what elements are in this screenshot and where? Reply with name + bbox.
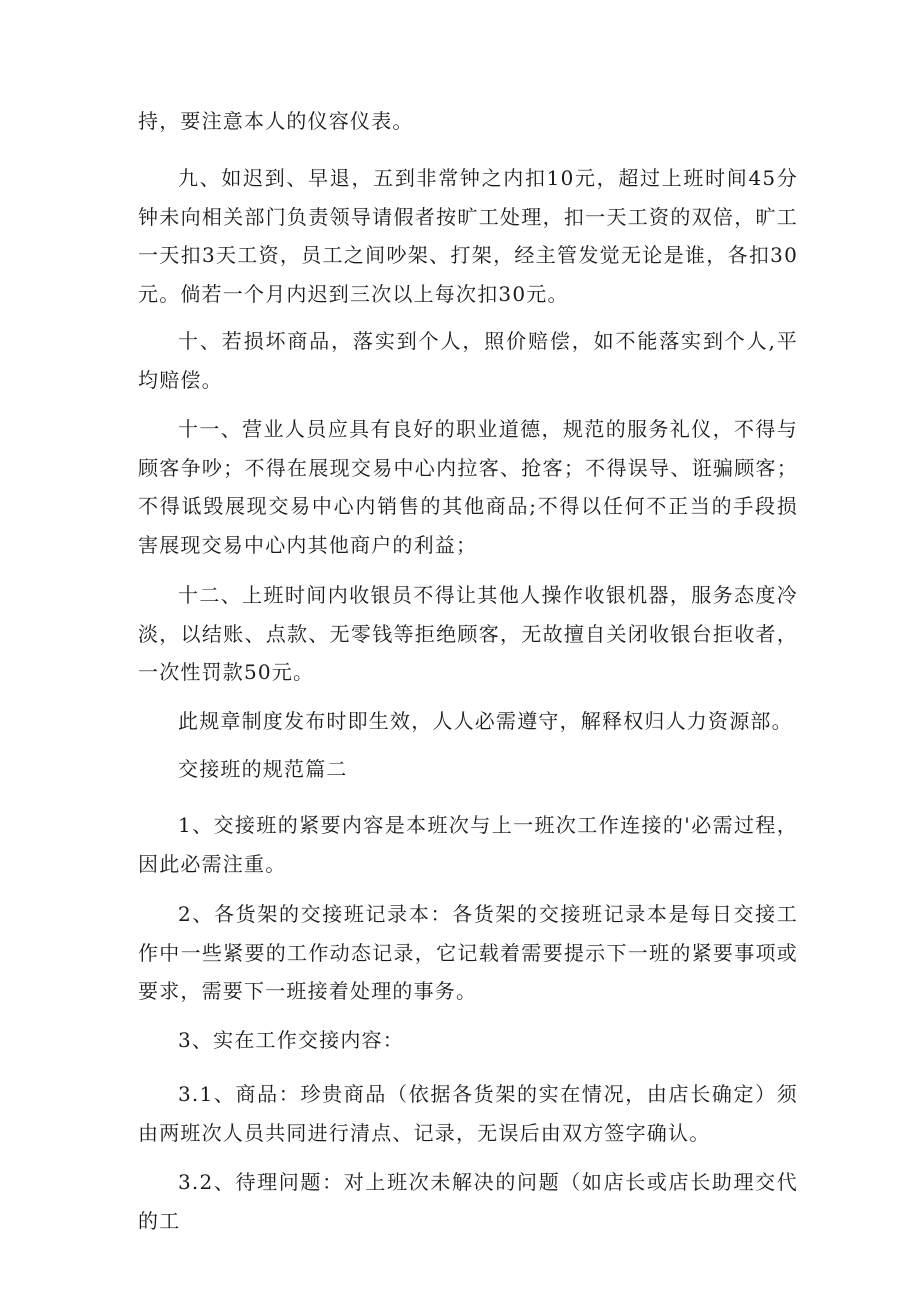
paragraph-5: 十二、上班时间内收银员不得让其他人操作收银机器，服务态度冷淡，以结账、点款、无零钱等拒绝顾客，无故擅自关闭收银台拒收者，一次性罚款50元。 <box>138 583 798 684</box>
paragraph-11: 3.2、待理问题：对上班次未解决的问题（如店长或店长助理交代的工 <box>138 1170 798 1233</box>
paragraph-8: 2、各货架的交接班记录本：各货架的交接班记录本是每日交接工作中一些紧要的工作动态记录，它记载着需要提示下一班的紧要事项或要求，需要下一班接着处理的事务。 <box>138 902 798 1003</box>
section-heading: 交接班的规范篇二 <box>178 757 348 781</box>
paragraph-6: 此规章制度发布时即生效，人人必需遵守，解释权归人力资源部。 <box>178 709 793 733</box>
paragraph-1: 持，要注意本人的仪容仪表。 <box>138 109 414 133</box>
paragraph-4: 十一、营业人员应具有良好的职业道德，规范的服务礼仪，不得与顾客争吵；不得在展现交易中心内拉客、抢客；不得误导、诳骗顾客；不得诋毁展现交易中心内销售的其他商品;不得以任何不正当的手段损害展现交易中心内其他商户的利益； <box>138 417 798 557</box>
paragraph-10: 3.1、商品：珍贵商品（依据各货架的实在情况，由店长确定）须由两班次人员共同进行清点、记录，无误后由双方签字确认。 <box>138 1082 798 1145</box>
paragraph-9: 3、实在工作交接内容： <box>178 1028 404 1052</box>
paragraph-2: 九、如迟到、早退，五到非常钟之内扣10元，超过上班时间45分钟未向相关部门负责领导请假者按旷工处理，扣一天工资的双倍，旷工一天扣3天工资，员工之间吵架、打架，经主管发觉无论是谁，各扣30元。倘若一个月内迟到三次以上每次扣30元。 <box>138 166 798 306</box>
paragraph-7: 1、交接班的紧要内容是本班次与上一班次工作连接的'必需过程，因此必需注重。 <box>138 813 798 876</box>
paragraph-3: 十、若损坏商品，落实到个人，照价赔偿，如不能落实到个人,平均赔偿。 <box>138 329 798 392</box>
